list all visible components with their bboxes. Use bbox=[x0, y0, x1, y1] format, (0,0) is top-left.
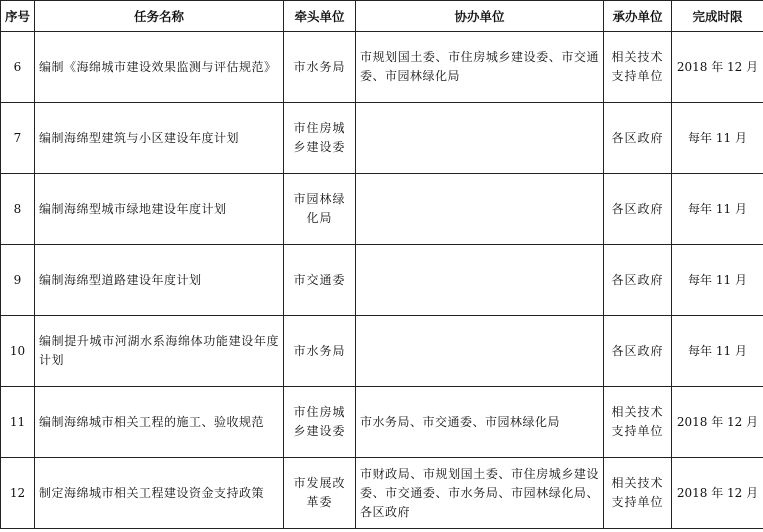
table-row bbox=[1, 32, 763, 103]
cell-deadline: 每年 11 月 bbox=[672, 245, 763, 316]
cell-undertake: 各区政府 bbox=[604, 316, 672, 387]
header-lead: 牵头单位 bbox=[284, 1, 356, 32]
cell-deadline: 每年 11 月 bbox=[672, 316, 763, 387]
cell-undertake: 相关技术支持单位 bbox=[604, 458, 672, 529]
cell-cooperate: 市水务局、市交通委、市园林绿化局 bbox=[356, 387, 604, 458]
cell-cooperate bbox=[356, 103, 604, 174]
table-row bbox=[1, 245, 763, 316]
cell-cooperate bbox=[356, 174, 604, 245]
cell-no: 6 bbox=[1, 32, 35, 103]
header-row bbox=[1, 1, 763, 32]
cell-task: 编制《海绵城市建设效果监测与评估规范》 bbox=[35, 32, 284, 103]
cell-task: 编制提升城市河湖水系海绵体功能建设年度计划 bbox=[35, 316, 284, 387]
header-no: 序号 bbox=[1, 1, 35, 32]
header-undertake: 承办单位 bbox=[604, 1, 672, 32]
cell-lead: 市交通委 bbox=[284, 245, 356, 316]
cell-no: 12 bbox=[1, 458, 35, 529]
table-row bbox=[1, 458, 763, 529]
cell-lead: 市住房城乡建设委 bbox=[284, 103, 356, 174]
cell-undertake: 各区政府 bbox=[604, 103, 672, 174]
table-row bbox=[1, 387, 763, 458]
cell-no: 10 bbox=[1, 316, 35, 387]
cell-task: 制定海绵城市相关工程建设资金支持政策 bbox=[35, 458, 284, 529]
cell-undertake: 各区政府 bbox=[604, 245, 672, 316]
cell-task: 编制海绵城市相关工程的施工、验收规范 bbox=[35, 387, 284, 458]
table-row bbox=[1, 103, 763, 174]
cell-no: 7 bbox=[1, 103, 35, 174]
cell-cooperate: 市规划国土委、市住房城乡建设委、市交通委、市园林绿化局 bbox=[356, 32, 604, 103]
cell-lead: 市发展改革委 bbox=[284, 458, 356, 529]
cell-lead: 市住房城乡建设委 bbox=[284, 387, 356, 458]
table-row bbox=[1, 316, 763, 387]
cell-cooperate bbox=[356, 316, 604, 387]
cell-deadline: 2018 年 12 月 bbox=[672, 387, 763, 458]
header-task: 任务名称 bbox=[35, 1, 284, 32]
cell-lead: 市水务局 bbox=[284, 316, 356, 387]
cell-task: 编制海绵型城市绿地建设年度计划 bbox=[35, 174, 284, 245]
cell-task: 编制海绵型建筑与小区建设年度计划 bbox=[35, 103, 284, 174]
cell-no: 11 bbox=[1, 387, 35, 458]
cell-cooperate: 市财政局、市规划国土委、市住房城乡建设委、市交通委、市水务局、市园林绿化局、各区政府 bbox=[356, 458, 604, 529]
cell-undertake: 相关技术支持单位 bbox=[604, 387, 672, 458]
cell-cooperate bbox=[356, 245, 604, 316]
cell-undertake: 各区政府 bbox=[604, 174, 672, 245]
cell-task: 编制海绵型道路建设年度计划 bbox=[35, 245, 284, 316]
cell-deadline: 每年 11 月 bbox=[672, 174, 763, 245]
cell-undertake: 相关技术支持单位 bbox=[604, 32, 672, 103]
cell-no: 9 bbox=[1, 245, 35, 316]
cell-deadline: 每年 11 月 bbox=[672, 103, 763, 174]
cell-lead: 市水务局 bbox=[284, 32, 356, 103]
cell-deadline: 2018 年 12 月 bbox=[672, 458, 763, 529]
header-deadline: 完成时限 bbox=[672, 1, 763, 32]
cell-deadline: 2018 年 12 月 bbox=[672, 32, 763, 103]
header-cooperate: 协办单位 bbox=[356, 1, 604, 32]
cell-lead: 市园林绿化局 bbox=[284, 174, 356, 245]
cell-no: 8 bbox=[1, 174, 35, 245]
table-row bbox=[1, 174, 763, 245]
